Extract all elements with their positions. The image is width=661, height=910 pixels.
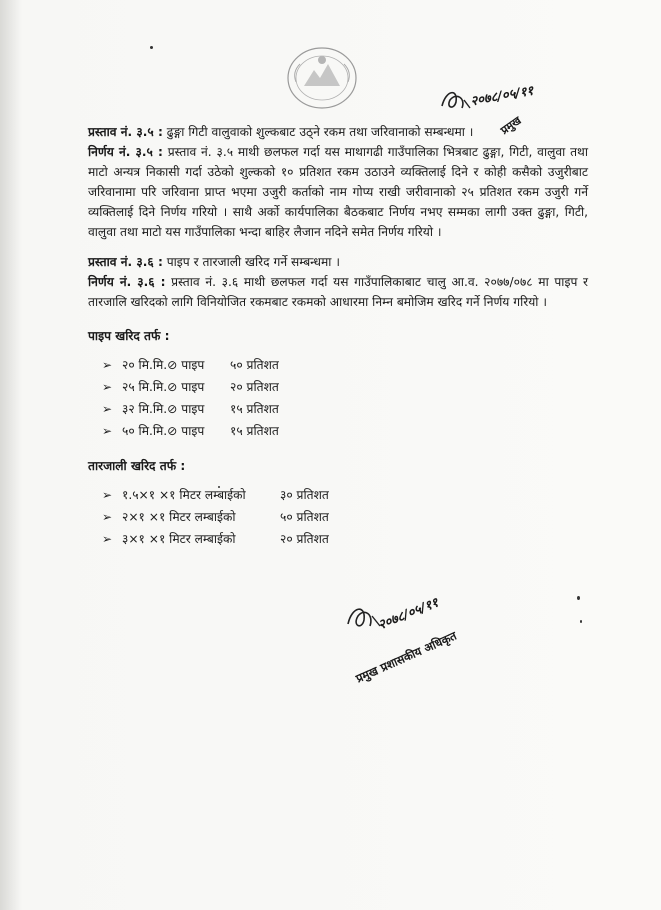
wire-size: ३×१ ×१ मिटर लम्बाईको [122, 532, 236, 546]
arrow-bullet-icon: ➢ [102, 380, 113, 394]
pipe-size: ५० मि.मि.⊘ पाइप [122, 424, 205, 438]
arrow-bullet-icon: ➢ [102, 510, 113, 524]
wire-size: १.५×१ ×१ मिटर लम्बाईको [122, 488, 246, 502]
decision-3-6-text: प्रस्ताव नं. ३.६ माथी छलफल गर्दा यस गाउँपालिकाबाट चालु आ.व. २०७७/०७८ मा पाइप र तारजालि खरिदको लागि विनियोजित रकमबाट रकमको आधारमा निम्न बमोजिम खरिद गर्ने निर्णय गरियो । [88, 275, 589, 309]
scan-speck [150, 46, 153, 49]
proposal-3-6-text: पाइप र तारजाली खरिद गर्ने सम्बन्धमा । [162, 255, 340, 269]
list-item [102, 376, 588, 398]
scan-speck [218, 486, 220, 488]
pipe-percent: १५ प्रतिशत [230, 424, 279, 438]
pipe-percent: ५० प्रतिशत [230, 358, 279, 372]
pipe-size: २० मि.मि.⊘ पाइप [122, 358, 205, 372]
pipe-section-heading: पाइप खरिद तर्फ : [88, 329, 170, 343]
signature-top-date: २०७८/०५/११ [469, 83, 535, 110]
arrow-bullet-icon: ➢ [102, 532, 113, 546]
decision-3-5 [88, 142, 588, 242]
signature-top-title: प्रमुख [498, 113, 524, 138]
pipe-size: ३२ मि.मि.⊘ पाइप [122, 402, 205, 416]
proposal-3-6-label: प्रस्ताव नं. ३.६ : [88, 255, 163, 269]
pipe-percent: २० प्रतिशत [230, 380, 279, 394]
pipe-list [88, 354, 588, 442]
arrow-bullet-icon: ➢ [102, 402, 113, 416]
list-item [102, 484, 588, 506]
wire-percent: ३० प्रतिशत [280, 488, 329, 502]
proposal-3-5-text: ढुङ्गा गिटी वालुवाको शुल्कबाट उठ्ने रकम तथा जरिवानाको सम्बन्धमा । [162, 125, 474, 139]
proposal-3-5 [88, 122, 588, 142]
wire-section-heading: तारजाली खरिद तर्फ : [88, 459, 186, 473]
government-emblem-icon [282, 42, 362, 114]
wire-percent: २० प्रतिशत [280, 532, 329, 546]
decision-3-6 [88, 272, 588, 312]
list-item [102, 398, 588, 420]
pipe-percent: १५ प्रतिशत [230, 402, 279, 416]
proposal-3-5-label: प्रस्ताव नं. ३.५ : [88, 125, 163, 139]
signature-bottom [340, 586, 510, 696]
wire-percent: ५० प्रतिशत [280, 510, 329, 524]
signature-bottom-title: प्रमुख प्रशासकीय अधिकृत [353, 628, 459, 686]
list-item [102, 354, 588, 376]
scan-speck [580, 620, 582, 623]
arrow-bullet-icon: ➢ [102, 424, 113, 438]
pipe-size: २५ मि.मि.⊘ पाइप [122, 380, 205, 394]
signature-bottom-date: २०७८/०५/११ [376, 595, 441, 634]
list-item [102, 528, 588, 550]
decision-3-6-label: निर्णय नं. ३.६ : [88, 275, 166, 289]
list-item [102, 506, 588, 528]
decision-3-5-text: प्रस्ताव नं. ३.५ माथी छलफल गर्दा यस माथागढी गाउँपालिका भित्रबाट ढुङ्गा, गिटी, वालुवा तथा माटो अन्यत्र निकासी गर्दा उठेको शुल्कको १० प्रतिशत रकम उठाउने व्यक्तिलाई दिने र कोही कसैको उजुरीबाट जरिवानामा परि जरिवाना प्राप्त भएमा उजुरी कर्ताको नाम गोप्य राखी जरीवानाको २५ प्रतिशत रकम उजुरी गर्ने व्यक्तिलाई दिने निर्णय गरियो । साथै अर्को कार्यपालिका बैठकबाट निर्णय नभए सम्मका लागी उक्त ढुङ्गा, गिटी, वालुवा तथा माटो यस गाउँपालिका भन्दा बाहिर लैजान नदिने समेत निर्णय गरियो । [88, 145, 589, 239]
arrow-bullet-icon: ➢ [102, 488, 113, 502]
arrow-bullet-icon: ➢ [102, 358, 113, 372]
proposal-3-6 [88, 252, 588, 272]
decision-3-5-label: निर्णय नं. ३.५ : [88, 145, 163, 159]
list-item [102, 420, 588, 442]
wire-size: २×१ ×१ मिटर लम्बाईको [122, 510, 236, 524]
scan-speck [577, 596, 580, 600]
wire-list [88, 484, 588, 550]
document-body [88, 122, 588, 556]
